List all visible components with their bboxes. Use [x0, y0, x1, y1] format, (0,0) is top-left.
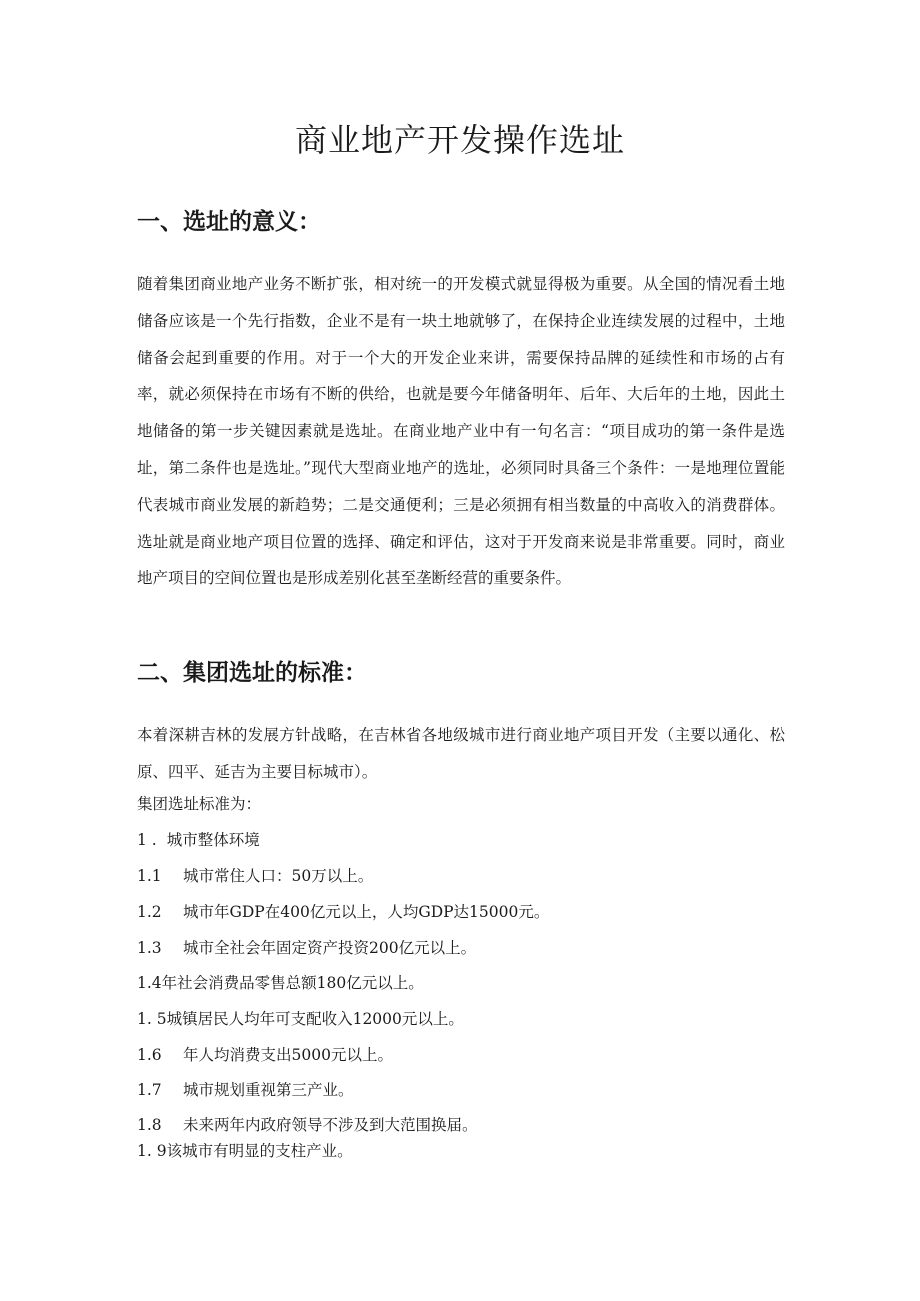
- list-item: [137, 1113, 785, 1137]
- list-item-number: 1. 9: [137, 1142, 167, 1160]
- list-item-text: 城市规划重视第三产业。: [183, 1081, 354, 1099]
- list-item-number: 1.3: [137, 939, 162, 957]
- standard-label: 集团选址标准为：: [137, 795, 262, 813]
- list-item-number: 1.7: [137, 1081, 162, 1099]
- list-item: [137, 828, 785, 852]
- list-item-number: 1.2: [137, 903, 162, 921]
- list-item-text: 城市全社会年固定资产投资200亿元以上。: [183, 939, 477, 957]
- list-item-text: 城市常住人口：50万以上。: [183, 867, 374, 885]
- list-item-text: 年社会消费品零售总额180亿元以上。: [161, 974, 424, 992]
- list-item-number: 1 .: [137, 831, 157, 849]
- list-item: [137, 936, 785, 960]
- list-item-number: 1.1: [137, 867, 162, 885]
- list-item-number: 1.6: [137, 1046, 162, 1064]
- list-item: [137, 1007, 785, 1031]
- list-item-number: 1. 5: [137, 1010, 167, 1028]
- list-item: [137, 1139, 785, 1163]
- list-item: [137, 864, 785, 888]
- list-item: [137, 971, 785, 995]
- section-heading-standards: 二、集团选址的标准：: [137, 660, 367, 686]
- section-heading-significance: 一、选址的意义：: [137, 209, 321, 235]
- list-item: [137, 1043, 785, 1067]
- list-item: [137, 1078, 785, 1102]
- list-item-text: 该城市有明显的支柱产业。: [166, 1142, 353, 1160]
- list-item-number: 1.4: [137, 974, 162, 992]
- list-item-text: 城市年GDP在400亿元以上，人均GDP达15000元。: [183, 903, 550, 921]
- list-item: [137, 900, 785, 924]
- section-paragraph-intro: 本着深耕吉林的发展方针战略，在吉林省各地级城市进行商业地产项目开发（主要以通化、松原、四平、延吉为主要目标城市）。: [137, 726, 785, 781]
- list-item-text: 未来两年内政府领导不涉及到大范围换届。: [183, 1116, 478, 1134]
- list-item-text: 年人均消费支出5000元以上。: [183, 1046, 393, 1064]
- list-item-number: 1.8: [137, 1116, 162, 1134]
- list-item-text: 城镇居民人均年可支配收入12000元以上。: [166, 1010, 464, 1028]
- section-paragraph-significance: 随着集团商业地产业务不断扩张，相对统一的开发模式就显得极为重要。从全国的情况看土地储备应该是一个先行指数，企业不是有一块土地就够了，在保持企业连续发展的过程中，土地储备会起到重要的作用。对于一个大的开发企业来讲，需要保持品牌的延续性和市场的占有率，就必须保持在市场有不断的供给，也就是要今年储备明年、后年、大后年的土地，因此土地储备的第一步关键因素就是选址。在商业地产业中有一句名言：“项目成功的第一条件是选址，第二条件也是选址。”现代大型商业地产的选址，必须同时具备三个条件：一是地理位置能代表城市商业发展的新趋势；二是交通便利；三是必须拥有相当数量的中高收入的消费群体。选址就是商业地产项目位置的选择、确定和评估，这对于开发商来说是非常重要。同时，商业地产项目的空间位置也是形成差别化甚至垄断经营的重要条件。: [137, 275, 785, 588]
- list-item-text: 城市整体环境: [166, 831, 260, 849]
- document-title: 商业地产开发操作选址: [294, 121, 625, 159]
